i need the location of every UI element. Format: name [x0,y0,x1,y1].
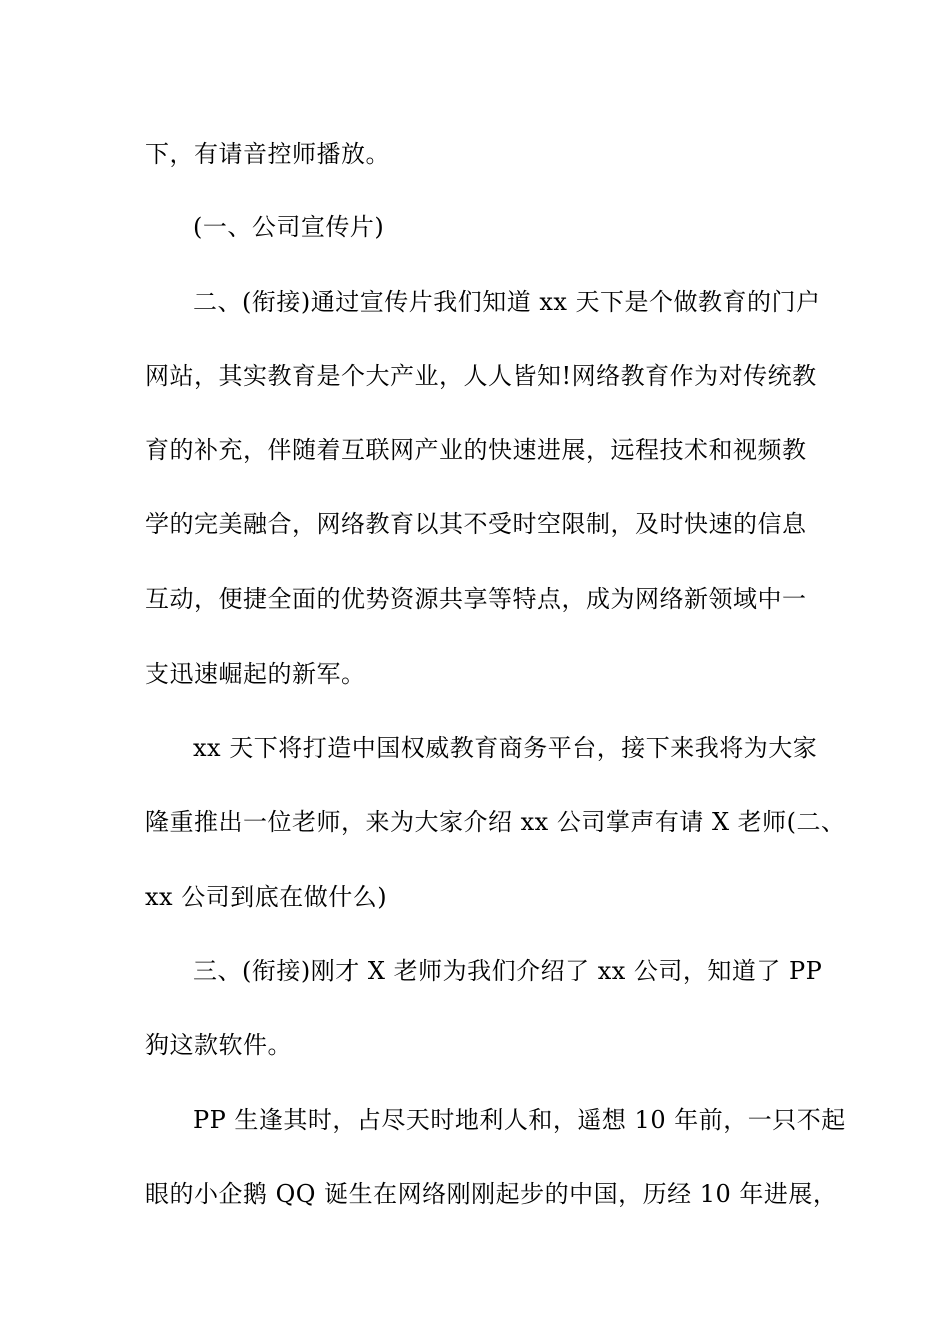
text-line: 育的补充，伴随着互联网产业的快速进展，远程技术和视频教 [145,436,807,464]
text-line: 网站，其实教育是个大产业，人人皆知!网络教育作为对传统教 [145,362,817,390]
text-line: 学的完美融合，网络教育以其不受时空限制，及时快速的信息 [145,510,807,538]
text-line: 三、(衔接)刚才 X 老师为我们介绍了 xx 公司，知道了 PP [193,957,823,985]
text-line: 狗这款软件。 [145,1031,292,1059]
text-line: 二、(衔接)通过宣传片我们知道 xx 天下是个做教育的门户 [193,288,821,316]
text-line: 支迅速崛起的新军。 [145,660,366,688]
text-line: xx 天下将打造中国权威教育商务平台，接下来我将为大家 [193,734,818,762]
text-line: 隆重推出一位老师，来为大家介绍 xx 公司掌声有请 X 老师(二、 [145,808,846,836]
text-line: xx 公司到底在做什么) [145,883,388,911]
text-line: 下，有请音控师播放。 [145,140,390,168]
text-line: PP 生逢其时，占尽天时地利人和，遥想 10 年前，一只不起 [193,1106,846,1134]
text-line: 互动，便捷全面的优势资源共享等特点，成为网络新领域中一 [145,585,807,613]
text-line: 眼的小企鹅 QQ 诞生在网络刚刚起步的中国，历经 10 年进展， [145,1180,838,1208]
section-heading: (一、公司宣传片) [193,213,385,241]
